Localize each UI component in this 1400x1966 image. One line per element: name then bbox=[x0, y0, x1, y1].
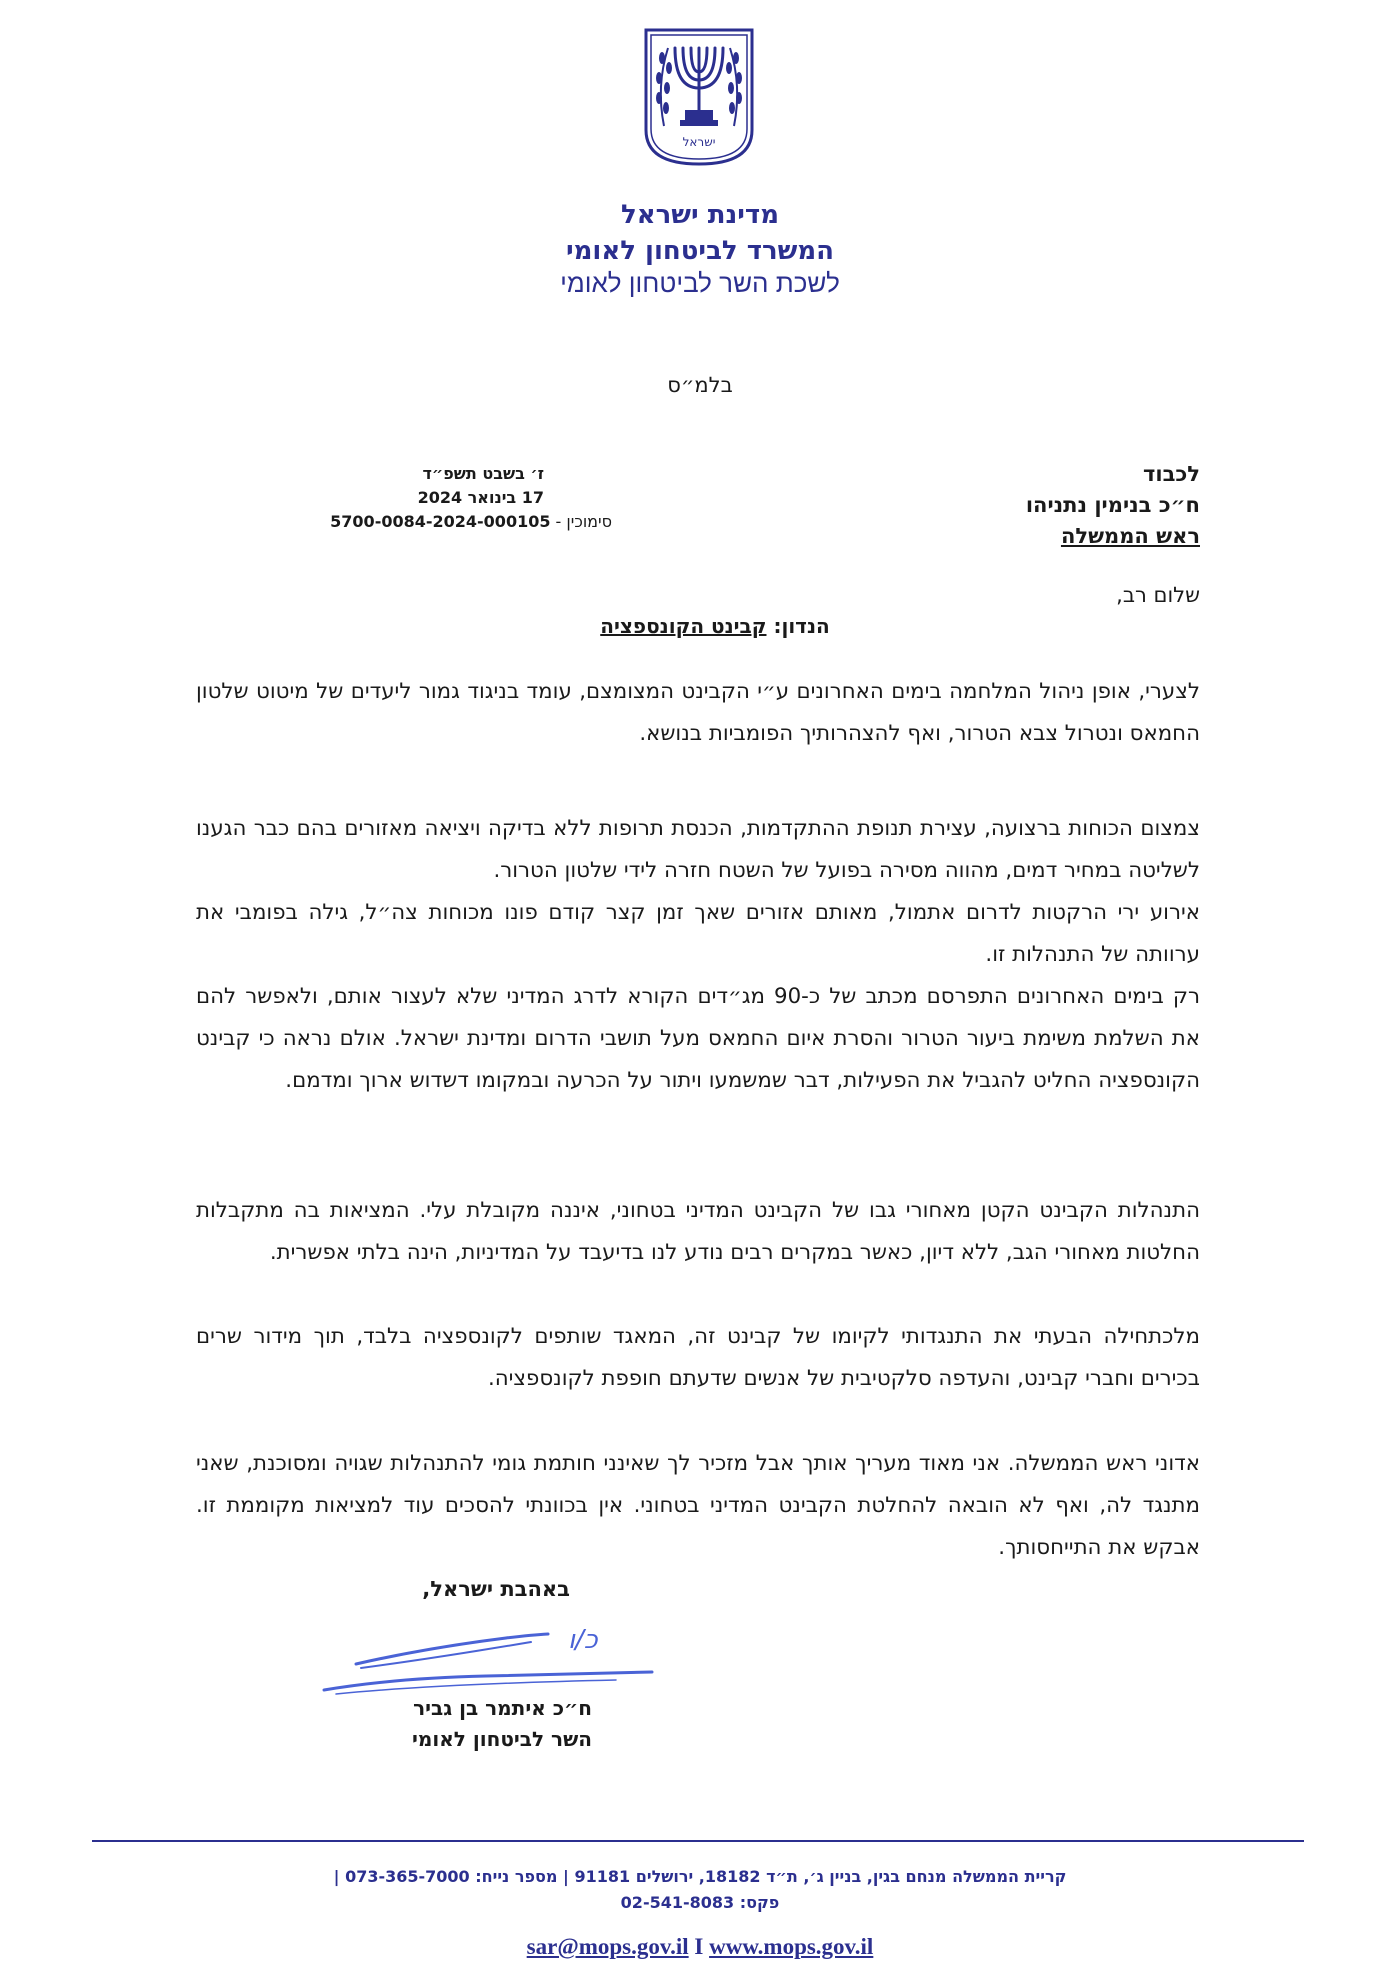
recipient-name: ח״כ בנימין נתניהו bbox=[1025, 493, 1200, 517]
subject-text: קבינט הקונספציה bbox=[600, 614, 767, 638]
closing-phrase: באהבת ישראל, bbox=[422, 1577, 570, 1601]
footer-fax: 02-541-8083 bbox=[620, 1893, 735, 1912]
subject-line bbox=[400, 614, 1030, 638]
subject-label: הנדון: bbox=[773, 614, 830, 638]
svg-text:כ/ו: כ/ו bbox=[568, 1625, 598, 1655]
signatory-block bbox=[412, 1693, 592, 1755]
signatory-title: השר לביטחון לאומי bbox=[412, 1727, 592, 1751]
state-emblem-icon bbox=[642, 26, 756, 168]
recipient-title: ראש הממשלה bbox=[1060, 524, 1200, 548]
svg-text:ישראל: ישראל bbox=[682, 135, 716, 149]
ministry-name: המשרד לביטחון לאומי bbox=[565, 236, 835, 266]
reference-label: סימוכין - bbox=[550, 512, 612, 531]
body-paragraph-3: אירוע ירי הרקטות לדרום אתמול, מאותם אזורים שאך זמן קצר קודם פונו מכוחות צה״ל, גילה בפומבי את ערוותה של התנהלות זו. bbox=[196, 900, 1200, 967]
recipient-salutation: לכבוד bbox=[1143, 462, 1200, 486]
website-link[interactable]: www.mops.gov.il bbox=[709, 1934, 874, 1959]
reference-line bbox=[212, 510, 612, 534]
greeting: שלום רב, bbox=[1116, 583, 1200, 607]
handwritten-signature-icon bbox=[316, 1618, 666, 1698]
office-name: לשכת השר לביטחון לאומי bbox=[560, 268, 840, 298]
body-paragraph-7: אדוני ראש הממשלה. אני מאוד מעריך אותך אבל מזכיר לך שאינני חותמת גומי להתנהלות שגויה ומסוכנת, שאני מתנגד לה, ואף לא הובאה להחלטת הקבינט המדיני בטחוני. אין בכוונתי להסכים עוד למציאות מקוממת זו. אבקש את התייחסותך. bbox=[196, 1451, 1200, 1560]
body-paragraph-6: מלכתחילה הבעתי את התנגדותי לקיומו של קבינט זה, המאגד שותפים לקונספציה בלבד, תוך מידור שרים בכירים וחברי קבינט, והעדפה סלקטיבית של אנשים שדעתם חופפת לקונספציה. bbox=[196, 1324, 1200, 1391]
body-paragraph-2: צמצום הכוחות ברצועה, עצירת תנופת ההתקדמות, הכנסת תרופות ללא בדיקה ויציאה מאזורים בהם כבר הגענו לשליטה במחיר דמים, מהווה מסירה בפועל של השטח חזרה לידי שלטון הטרור. bbox=[196, 816, 1200, 883]
footer-fax-line bbox=[200, 1893, 1200, 1912]
body-paragraph-5: התנהלות הקבינט הקטן מאחורי גבו של הקבינט המדיני בטחוני, איננה מקובלת עלי. המציאות בה מתקבלות החלטות מאחורי הגב, ללא דיון, כאשר במקרים רבים נודע לנו בדיעבד על המדיניות, הינה בלתי אפשרית. bbox=[196, 1198, 1200, 1265]
footer-phone: 073-365-7000 bbox=[345, 1867, 470, 1886]
gregorian-date: 17 בינואר 2024 bbox=[417, 488, 544, 507]
hebrew-date: ז׳ בשבט תשפ״ד bbox=[422, 464, 544, 483]
body-paragraph-4: רק בימים האחרונים התפרסם מכתב של כ-90 מג״דים הקורא לדרג המדיני שלא לעצור אותם, ולאפשר להם את השלמת משימת ביעור הטרור והסרת איום החמאס מעל תושבי הדרום ומדינת ישראל. אולם נראה כי קבינט הקונספציה החליט להגביל את הפעילות, דבר שמשמעו ויתור על הכרעה ובמקומו דשדוש ארוך ומדמם. bbox=[196, 984, 1201, 1093]
email-link[interactable]: sar@mops.gov.il bbox=[526, 1934, 689, 1959]
footer-address-line: קריית הממשלה מנחם בגין, בניין ג׳, ת״ד 18182, ירושלים 91181 | מספר נייח: 073-365-7000 | bbox=[333, 1867, 1067, 1886]
state-name: מדינת ישראל bbox=[620, 200, 780, 230]
reference-number: 5700-0084-2024-000105 bbox=[330, 512, 551, 531]
body-paragraph-1: לצערי, אופן ניהול המלחמה בימים האחרונים ע״י הקבינט המצומצם, עומד בניגוד גמור ליעדים של מיטוט שלטון החמאס ונטרול צבא הטרור, ואף להצהרותיך הפומביות בנושא. bbox=[196, 679, 1200, 746]
footer-divider bbox=[92, 1840, 1304, 1842]
recipient-block bbox=[1026, 459, 1200, 552]
date-block bbox=[212, 462, 612, 534]
classification-mark: בלמ״ס bbox=[667, 373, 733, 397]
footer-phone-label: מספר נייח: bbox=[469, 1867, 558, 1886]
footer-address: קריית הממשלה מנחם בגין, בניין ג׳, ת״ד 18182, ירושלים 91181 bbox=[574, 1867, 1067, 1886]
footer-fax-label: פקס: bbox=[734, 1893, 780, 1912]
footer-links: sar@mops.gov.il I www.mops.gov.il bbox=[526, 1934, 874, 1959]
signatory-name: ח״כ איתמר בן גביר bbox=[413, 1696, 592, 1720]
